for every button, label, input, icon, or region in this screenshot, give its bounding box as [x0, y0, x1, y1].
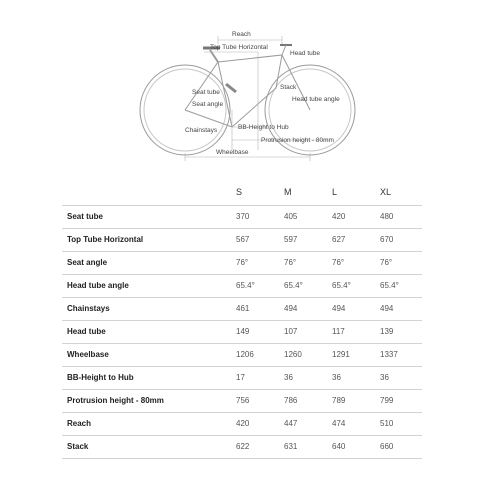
label-head-tube-angle: Head tube angle — [292, 96, 340, 103]
value-m: 447 — [284, 419, 298, 428]
table-row — [62, 205, 422, 228]
value-s: 17 — [236, 373, 245, 382]
table-row — [62, 412, 422, 435]
value-xl: 36 — [380, 373, 389, 382]
row-label: BB-Height to Hub — [67, 373, 134, 382]
value-l: 789 — [332, 396, 346, 405]
table-row — [62, 320, 422, 343]
value-l: 474 — [332, 419, 346, 428]
size-header-l: L — [332, 187, 338, 197]
value-m: 107 — [284, 327, 298, 336]
size-header-s: S — [236, 187, 243, 197]
row-label: Seat tube — [67, 212, 104, 221]
table-row — [62, 274, 422, 297]
value-s: 567 — [236, 235, 250, 244]
value-xl: 65.4° — [380, 281, 399, 290]
value-s: 76° — [236, 258, 249, 267]
label-seat-angle: Seat angle — [192, 101, 224, 108]
value-xl: 480 — [380, 212, 394, 221]
value-xl: 510 — [380, 419, 394, 428]
value-xl: 494 — [380, 304, 394, 313]
row-label: Head tube — [67, 327, 106, 336]
value-m: 76° — [284, 258, 297, 267]
value-s: 622 — [236, 442, 250, 451]
value-l: 76° — [332, 258, 345, 267]
value-s: 65.4° — [236, 281, 255, 290]
value-l: 640 — [332, 442, 346, 451]
table-row — [62, 435, 422, 459]
value-m: 405 — [284, 212, 298, 221]
value-xl: 139 — [380, 327, 394, 336]
value-l: 420 — [332, 212, 346, 221]
label-protrusion: Protrusion height - 80mm — [261, 137, 334, 144]
table-row — [62, 366, 422, 389]
row-label: Seat angle — [67, 258, 108, 267]
label-reach: Reach — [232, 31, 251, 38]
value-s: 1206 — [236, 350, 254, 359]
row-label: Chainstays — [67, 304, 110, 313]
row-label: Reach — [67, 419, 92, 428]
label-head-tube: Head tube — [290, 50, 320, 57]
row-label: Head tube angle — [67, 281, 129, 290]
value-m: 1260 — [284, 350, 302, 359]
size-header-m: M — [284, 187, 292, 197]
value-l: 627 — [332, 235, 346, 244]
value-m: 631 — [284, 442, 298, 451]
value-xl: 799 — [380, 396, 394, 405]
size-header-xl: XL — [380, 187, 392, 197]
value-m: 786 — [284, 396, 298, 405]
value-m: 597 — [284, 235, 298, 244]
label-bb-height: BB-Height to Hub — [238, 124, 289, 131]
value-l: 117 — [332, 327, 345, 336]
table-row — [62, 389, 422, 412]
value-s: 370 — [236, 212, 250, 221]
table-row — [62, 228, 422, 251]
value-m: 65.4° — [284, 281, 303, 290]
value-xl: 76° — [380, 258, 393, 267]
bike-geometry-diagram — [0, 0, 500, 165]
value-m: 36 — [284, 373, 293, 382]
row-label: Stack — [67, 442, 89, 451]
value-s: 461 — [236, 304, 250, 313]
table-row — [62, 343, 422, 366]
value-l: 36 — [332, 373, 341, 382]
value-xl: 660 — [380, 442, 394, 451]
table-row — [62, 297, 422, 320]
value-l: 1291 — [332, 350, 350, 359]
row-label: Wheelbase — [67, 350, 109, 359]
table-row — [62, 251, 422, 274]
value-xl: 1337 — [380, 350, 398, 359]
value-l: 494 — [332, 304, 346, 313]
label-top-tube: Top Tube Horizontal — [210, 44, 268, 51]
label-chainstays: Chainstays — [185, 127, 218, 134]
value-xl: 670 — [380, 235, 394, 244]
label-wheelbase: Wheelbase — [216, 149, 249, 156]
row-label: Protrusion height - 80mm — [67, 396, 164, 405]
value-s: 420 — [236, 419, 250, 428]
label-stack: Stack — [280, 84, 297, 91]
value-l: 65.4° — [332, 281, 351, 290]
value-m: 494 — [284, 304, 298, 313]
row-label: Top Tube Horizontal — [67, 235, 144, 244]
label-seat-tube: Seat tube — [192, 89, 220, 96]
value-s: 756 — [236, 396, 250, 405]
value-s: 149 — [236, 327, 250, 336]
